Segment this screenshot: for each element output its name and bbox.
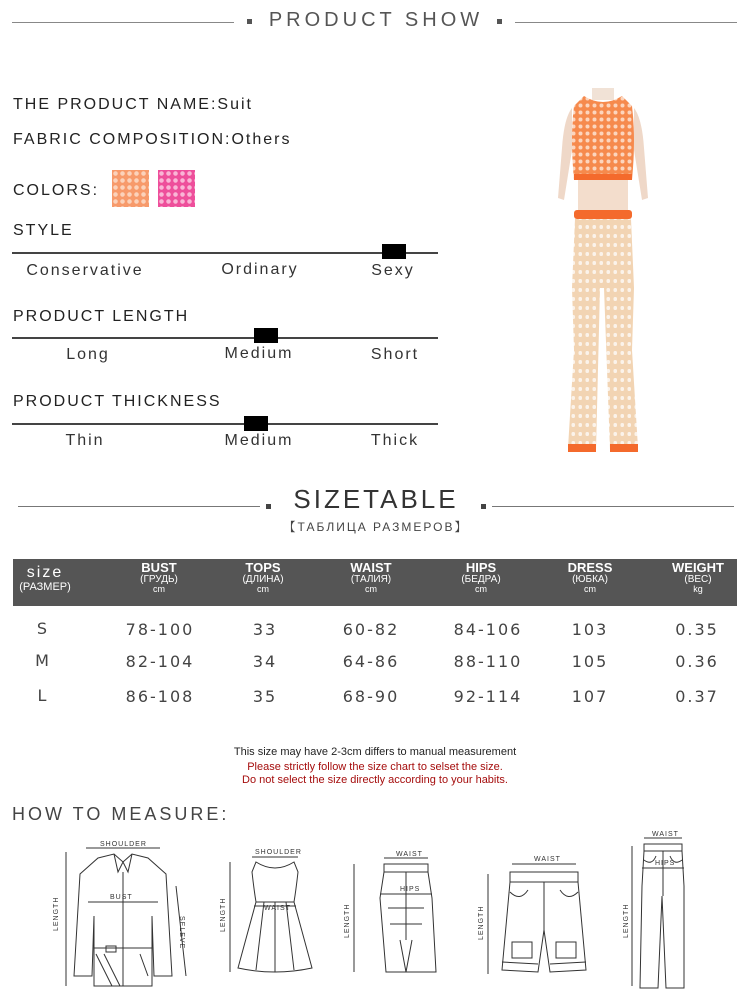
size-warning-line-2: Do not select the size directly according to your habits.: [242, 773, 508, 786]
product-name-row: [13, 96, 253, 114]
table-row-m-hips: 88-110: [453, 652, 523, 671]
size-warning-line-1: Please strictly follow the size chart to selset the size.: [247, 761, 503, 773]
col-header-size: size (РАЗМЕР): [19, 564, 71, 593]
fabric-label: FABRIC COMPOSITION:: [13, 131, 232, 148]
table-row-m-waist: 64-86: [342, 652, 400, 671]
length-option-long: Long: [66, 346, 110, 363]
colors-label: COLORS:: [13, 182, 100, 199]
table-row-s-size: S: [36, 619, 50, 638]
sizetable-subtitle: 【ТАБЛИЦА РАЗМЕРОВ】: [283, 520, 469, 534]
header-line-right: [515, 22, 737, 23]
sizetable-title: SIZETABLE: [293, 484, 459, 514]
sizetable-line-right: [492, 506, 734, 507]
how-to-measure-title: HOW TO MEASURE:: [12, 804, 230, 824]
table-row-s-hips: 84-106: [453, 620, 523, 639]
dress-shoulder-label: SHOULDER: [255, 849, 302, 856]
color-swatch-orange[interactable]: [112, 170, 149, 207]
header-dot-left: [247, 19, 252, 24]
thickness-title: PRODUCT THICKNESS: [13, 393, 222, 410]
length-option-medium: Medium: [224, 345, 294, 362]
fabric-row: [13, 131, 291, 149]
measurement-note: This size may have 2-3cm differs to manual measurement: [233, 746, 517, 758]
jacket-bust-label: BUST: [110, 894, 133, 901]
product-photo[interactable]: [528, 88, 678, 468]
table-row-l-waist: 68-90: [342, 687, 400, 706]
shorts-measure-diagram: [474, 850, 614, 980]
thickness-option-thick: Thick: [370, 432, 420, 449]
thickness-option-medium: Medium: [224, 432, 294, 449]
trousers-length-label: LENGTH: [623, 903, 630, 938]
skirt-waist-label: WAIST: [396, 851, 423, 858]
table-row-l-tops: 35: [252, 687, 278, 706]
trousers-hips-label: HIPS: [655, 860, 676, 867]
col-header-tops: TOPS (ДЛИНА) cm: [242, 560, 284, 595]
col-header-waist: WAIST (ТАЛИЯ) cm: [350, 560, 392, 595]
length-title: PRODUCT LENGTH: [13, 308, 190, 325]
style-option-sexy: Sexy: [371, 262, 415, 279]
jacket-measure-diagram: [48, 836, 198, 992]
header-dot-right: [497, 19, 502, 24]
table-row-m-weight: 0.36: [675, 652, 719, 671]
table-row-s-waist: 60-82: [342, 620, 400, 639]
table-row-l-size: L: [37, 686, 49, 705]
color-swatch-pink[interactable]: [158, 170, 195, 207]
table-row-m-dress: 105: [571, 652, 609, 671]
trousers-waist-label: WAIST: [652, 831, 679, 838]
col-header-weight: WEIGHT (ВЕС) kg: [672, 560, 724, 595]
sizetable-line-left: [18, 506, 260, 507]
style-option-ordinary: Ordinary: [221, 261, 299, 278]
table-row-l-hips: 92-114: [453, 687, 523, 706]
jacket-sleeve-label: SELEVE: [178, 916, 185, 950]
dress-measure-diagram: [216, 842, 316, 982]
thickness-scale-line: [12, 423, 438, 425]
table-row-m-bust: 82-104: [125, 652, 195, 671]
table-row-l-bust: 86-108: [125, 687, 195, 706]
product-name-label: THE PRODUCT NAME:: [13, 96, 218, 113]
table-row-s-weight: 0.35: [675, 620, 719, 639]
skirt-measure-diagram: [340, 848, 450, 978]
table-row-l-weight: 0.37: [675, 687, 719, 706]
header-line-left: [12, 22, 234, 23]
fabric-value: Others: [231, 131, 292, 148]
thickness-option-thin: Thin: [65, 432, 105, 449]
size-warning: [125, 761, 625, 786]
table-row-s-tops: 33: [252, 620, 278, 639]
table-row-l-dress: 107: [571, 687, 609, 706]
col-header-bust: BUST (ГРУДЬ) cm: [140, 560, 178, 595]
jacket-shoulder-label: SHOULDER: [100, 841, 147, 848]
sizetable-dot-left: [266, 504, 271, 509]
length-scale-line: [12, 337, 438, 339]
style-marker: [382, 244, 406, 259]
table-row-m-size: M: [35, 651, 51, 670]
shorts-length-label: LENGTH: [478, 905, 485, 940]
style-scale-line: [12, 252, 438, 254]
table-header: [13, 559, 737, 606]
dress-waist-label: WAIST: [264, 905, 291, 912]
length-option-short: Short: [370, 346, 420, 363]
dress-length-label: LENGTH: [220, 897, 227, 932]
col-header-dress: DRESS (ЮБКА) cm: [567, 560, 613, 595]
page-title: PRODUCT SHOW: [268, 9, 484, 31]
table-row-s-dress: 103: [571, 620, 609, 639]
style-title: STYLE: [13, 222, 74, 239]
table-row-s-bust: 78-100: [125, 620, 195, 639]
trousers-measure-diagram: [622, 826, 698, 994]
jacket-length-label: LENGTH: [53, 896, 60, 931]
style-option-conservative: Conservative: [26, 262, 144, 279]
skirt-length-label: LENGTH: [344, 903, 351, 938]
length-marker: [254, 328, 278, 343]
skirt-hips-label: HIPS: [400, 886, 421, 893]
col-header-hips: HIPS (БЕДРА) cm: [461, 560, 501, 595]
product-name-value: Suit: [217, 96, 253, 113]
sizetable-dot-right: [481, 504, 486, 509]
table-row-m-tops: 34: [252, 652, 278, 671]
shorts-waist-label: WAIST: [534, 856, 561, 863]
thickness-marker: [244, 416, 268, 431]
